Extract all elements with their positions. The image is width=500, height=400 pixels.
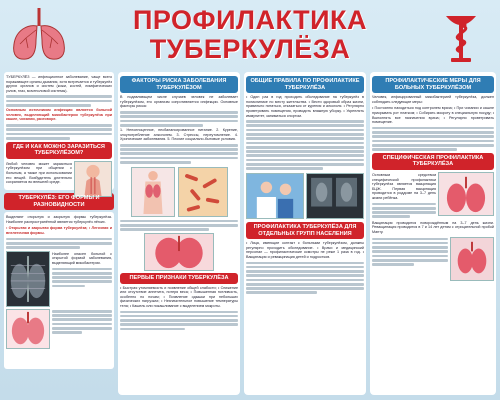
intro-lines [6,95,112,106]
symptoms-list: • Быстрая утомляемость и появление общей слабости; • Снижение или отсутствие аппетита, потеря веса; • Повышенная потливость, особенно по ночам; • Появление одышки при небольших физических нагрузках; • Незначительное повышение температуры тела; • Кашель или покашливание с выделением мокроты. [120,285,238,308]
body-anatomy-image [131,167,175,217]
rules-heading: ОБЩИЕ ПРАВИЛА ПО ПРОФИЛАКТИКЕ ТУБЕРКУЛЁЗА [246,76,364,93]
rules-text: • Один раз в год проходить обследование на туберкулёз в поликлинике по месту жительства. • Вести здоровый образ жизни, правильно питаться, отказаться от курения и алкоголя. • Регулярно проветривать помещения, проводить влажную уборку. • Укреплять иммунитет, заниматься спортом. [246,95,364,118]
forms-tail-text: Наиболее опасен больной с открытой формой заболевания, выделяющий микобактерии. [52,251,112,265]
column-patient-measures [370,72,496,395]
measures-list: • Постоянно находиться под контролем врача; • При чихании и кашле прикрывать рот платком; • Собирать мокроту в специальную посуду; • Выполнять все назначения врача; • Регулярно проветривать помещение. [372,106,494,125]
lungs-small-image [450,237,494,281]
lungs-illustration [6,309,50,349]
column-general-rules [244,72,366,395]
column-intro [4,72,114,395]
risk-text: В подавляющем числе случаев человек не заболевает туберкулёзом, его организм сопротивляется инфекции. Основные факторы риска: [120,95,238,109]
vaccination-text: Вакцинация проводится новорождённым на 3–7 день жизни. Ревакцинация проводится в 7 и 14 лет детям с отрицательной пробой Манту. [372,220,494,234]
mid-lines [120,220,238,231]
forms-red-text: • Открытая и закрытая форма туберкулёза; • Легочная и внелегочная формы. [6,226,112,235]
forms-panel [4,212,114,369]
doctor-image [246,173,304,219]
risk-heading: ФАКТОРЫ РИСКА ЗАБОЛЕВАНИЯ ТУБЕРКУЛЁЗОМ [120,76,238,93]
illustration-lines [52,310,112,348]
causes-text: Основным источником инфекции является больной человек, выделяющий микобактерии туберкулёза при кашле, чихании, разговоре. [6,108,112,122]
intro-panel [4,72,114,190]
causes-lines [6,124,112,140]
title-line-1: ПРОФИЛАКТИКА [133,5,367,35]
measures-heading: ПРОФИЛАКТИЧЕСКИЕ МЕРЫ ДЛЯ БОЛЬНЫХ ТУБЕРКУЛЁЗОМ [372,76,494,93]
forms-heading: ТУБЕРКУЛЁЗ: ЕГО ФОРМЫ И РАЗНОВИДНОСТИ [4,193,114,210]
title-line-2: ТУБЕРКУЛЁЗА [149,34,351,64]
where-text: Любой человек может заразиться туберкулёзом при общении с больным, а также при использовании его вещей. Возбудитель длительно сохраняется во внешней среде. [6,161,72,185]
risk-list-lines [120,144,238,164]
measures-lines [372,127,494,151]
lungs-pair-image [438,172,494,216]
vaccination-lines [372,238,448,280]
lungs-3d-image [144,233,214,271]
head-anatomy-image [74,161,112,197]
measures-text: Человек, инфицированный микобактерией туберкулёза, должен соблюдать следующие меры: [372,95,494,104]
intro-text: ТУБЕРКУЛЁЗ — инфекционное заболевание, чаще всего поражающее органы дыхания, хотя встречается и туберкулёз других органов и систем (кожи, костей, лимфатических узлов, глаз, мочеполовой системы). [6,75,112,93]
rules-lines [246,120,364,170]
groups-heading: ПРОФИЛАКТИКА ТУБЕРКУЛЁЗА ДЛЯ ОТДЕЛЬНЫХ ГРУПП НАСЕЛЕНИЯ [246,222,364,239]
specific-text: Основным средством специфической профилактики туберкулёза является вакцинация БЦЖ. Первая вакцинация проводится в роддоме на 3–7 день жизни ребёнка. [372,173,436,200]
symptoms-heading: ПЕРВЫЕ ПРИЗНАКИ ТУБЕРКУЛЁЗА [120,273,238,284]
specific-heading: СПЕЦИФИЧЕСКАЯ ПРОФИЛАКТИКА ТУБЕРКУЛЁЗА [372,153,494,170]
forms-tail-lines [52,268,112,288]
page-title [0,6,500,64]
bacteria-image [178,167,228,217]
forms-text: Выделяют открытую и закрытую формы туберкулёза. Наиболее распространённой является туберкулёз лёгких. [6,215,112,224]
column-risk-factors [118,72,240,395]
xray-image [6,251,50,307]
where-heading: ГДЕ И КАК МОЖНО ЗАРАЗИТЬСЯ ТУБЕРКУЛЁЗОМ? [6,142,112,159]
specific-lines [372,203,436,219]
groups-lines [246,262,364,295]
xray-review-image [306,173,364,219]
groups-text: • Лица, имеющие контакт с больными туберкулёзом, должны регулярно проходить обследование. • Врачи и медицинский персонал — профилактические осмотры не реже 1 раза в год. • Вакцинация и ревакцинация детей и подростков. [246,241,364,259]
forms-lines [6,238,112,249]
symptoms-lines [120,311,238,331]
risk-lines [120,111,238,127]
risk-list: 1. Неполноценное, несбалансированное питание. 2. Курение, злоупотребление алкоголем. 3. Стрессы, переутомление. 4. Хронические заболевания. 5. Плохие социально-бытовые условия. [120,128,238,142]
